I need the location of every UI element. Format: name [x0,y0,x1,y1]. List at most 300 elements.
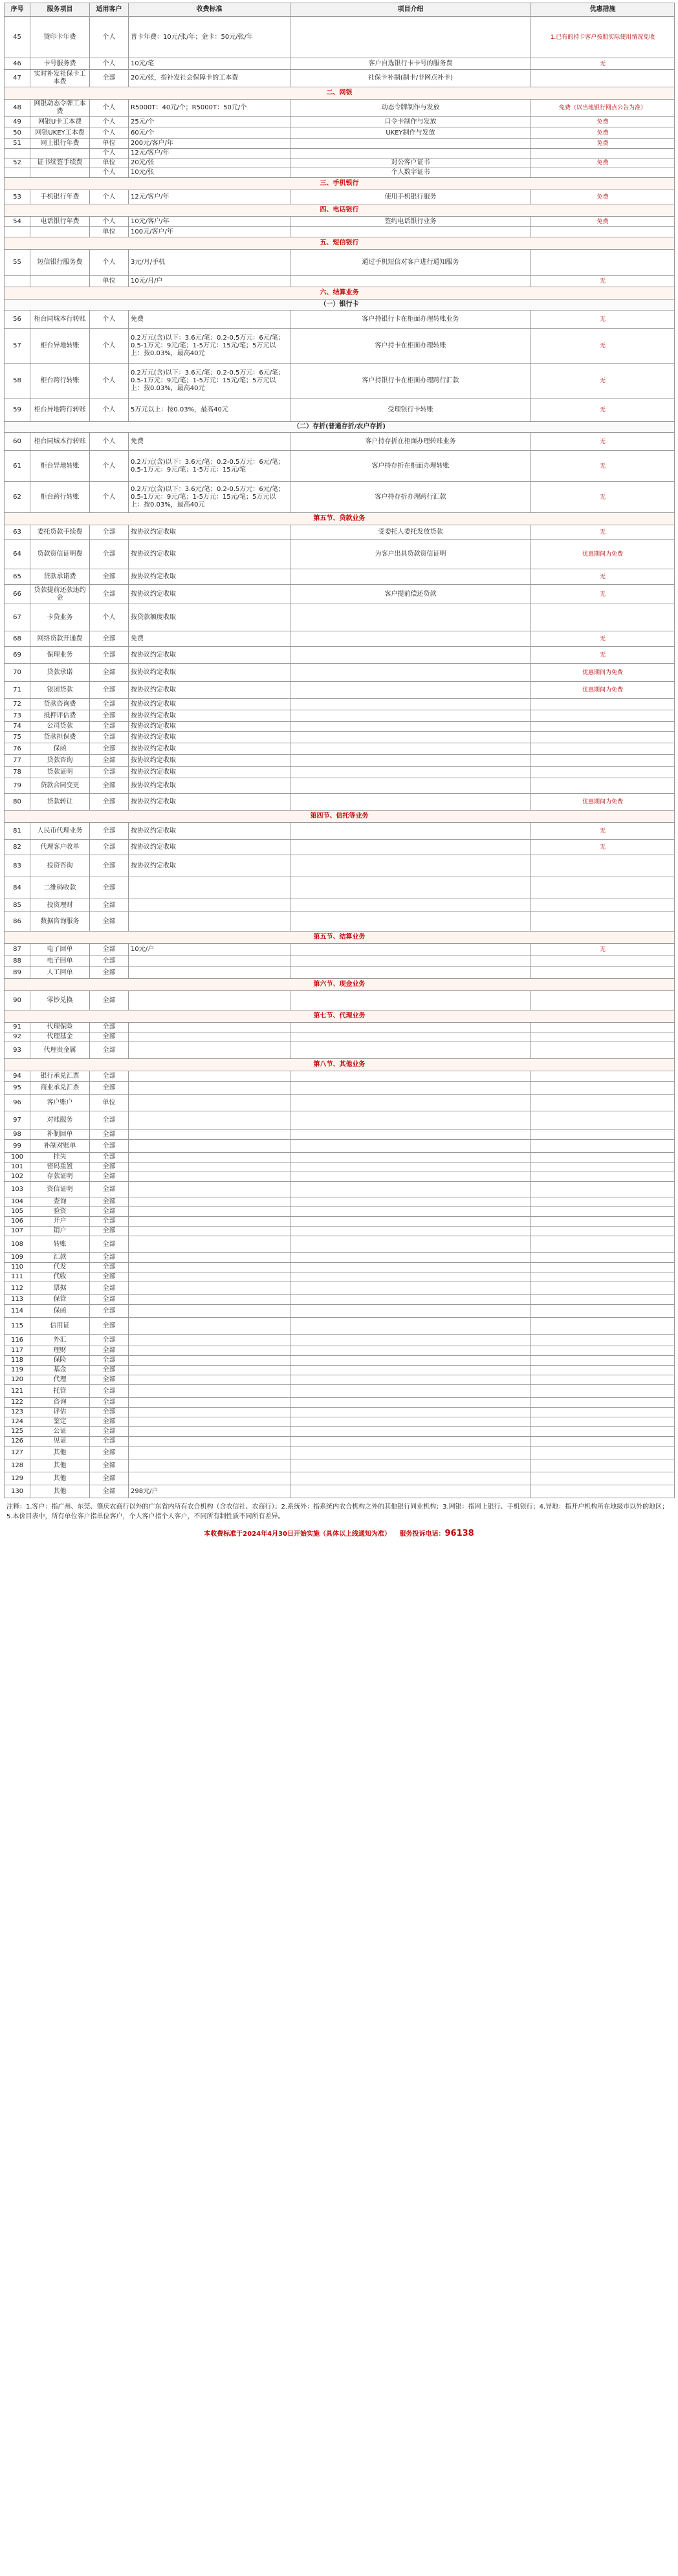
cell-service [290,743,531,755]
subsection-header [5,300,675,311]
cell-customer: 个人 [90,100,129,117]
cell-exempt [531,250,675,276]
cell-exempt: 无 [531,329,675,364]
table-row [5,1140,675,1153]
cell-name: 代理客户收单 [30,840,90,855]
cell-customer: 全部 [90,1236,129,1253]
cell-exempt [531,1217,675,1227]
table-row [5,1227,675,1236]
table-row [5,58,675,70]
cell-no: 117 [5,1346,30,1356]
table-row [5,710,675,722]
cell-service [290,1272,531,1282]
cell-customer: 全部 [90,585,129,604]
cell-no: 93 [5,1042,30,1059]
cell-exempt [531,1375,675,1385]
cell-fee [129,1182,290,1197]
table-row [5,1172,675,1182]
cell-no: 90 [5,991,30,1010]
cell-name: 客户账户 [30,1095,90,1111]
cell-no: 92 [5,1032,30,1042]
cell-service [290,682,531,699]
cell-name: 补制回单 [30,1130,90,1140]
table-row [5,1335,675,1346]
cell-service [290,569,531,585]
table-row [5,1217,675,1227]
cell-exempt [531,1197,675,1207]
cell-fee [129,899,290,912]
cell-name: 公司贷款 [30,722,90,732]
cell-no: 80 [5,794,30,811]
table-row [5,329,675,364]
cell-service: 签约电话银行业务 [290,217,531,227]
cell-exempt: 无 [531,482,675,513]
cell-name: 银行承兑汇票 [30,1071,90,1082]
cell-no: 76 [5,743,30,755]
cell-fee: 12元/客户/年 [129,149,290,158]
cell-customer: 全部 [90,1253,129,1263]
cell-customer: 全部 [90,1042,129,1059]
cell-customer: 全部 [90,1356,129,1366]
cell-exempt: 无 [531,631,675,647]
cell-fee: 按协议约定收取 [129,647,290,664]
cell-name: 保管 [30,1295,90,1305]
cell-fee [129,1253,290,1263]
subsection-header [5,422,675,433]
cell-service [290,1446,531,1459]
cell-service [290,767,531,778]
table-row [5,1082,675,1095]
cell-name: 电子回单 [30,955,90,967]
cell-no: 63 [5,525,30,540]
table-row [5,1346,675,1356]
cell-exempt: 优惠期间为免费 [531,682,675,699]
cell-service [290,1140,531,1153]
cell-exempt [531,1263,675,1272]
cell-fee: 3元/月/手机 [129,250,290,276]
cell-no: 55 [5,250,30,276]
cell-customer: 个人 [90,190,129,204]
header-no: 序号 [5,3,30,17]
cell-service [290,1253,531,1263]
cell-customer: 全部 [90,967,129,979]
cell-customer: 单位 [90,276,129,287]
cell-no: 95 [5,1082,30,1095]
cell-name: 实时补发社保卡工本费 [30,70,90,87]
section-header [5,87,675,100]
table-row [5,1253,675,1263]
cell-no: 59 [5,398,30,422]
table-row [5,1398,675,1408]
cell-name: 补制对账单 [30,1140,90,1153]
cell-no: 112 [5,1282,30,1295]
cell-fee [129,1263,290,1272]
table-row [5,1071,675,1082]
cell-customer: 全部 [90,1485,129,1498]
section-title: 第六节、现金业务 [5,979,675,991]
cell-exempt: 免费 [531,217,675,227]
cell-fee: R5000T：40元/个；R5000T：50元/个 [129,100,290,117]
cell-service [290,1437,531,1446]
cell-fee [129,1366,290,1375]
cell-name: 抵押评估费 [30,710,90,722]
cell-no: 114 [5,1305,30,1318]
table-row [5,722,675,732]
cell-fee [129,1207,290,1217]
cell-name: 代理贵金属 [30,1042,90,1059]
cell-exempt: 无 [531,433,675,451]
table-row [5,100,675,117]
cell-customer: 全部 [90,755,129,767]
cell-no: 116 [5,1335,30,1346]
cell-exempt [531,1032,675,1042]
cell-exempt [531,967,675,979]
cell-name: 贷款转让 [30,794,90,811]
cell-fee [129,1385,290,1398]
cell-exempt: 无 [531,840,675,855]
cell-customer: 单位 [90,1095,129,1111]
cell-customer: 全部 [90,1153,129,1162]
cell-name: 网上银行年费 [30,139,90,149]
cell-name: 理财 [30,1346,90,1356]
cell-exempt: 无 [531,276,675,287]
cell-name: 鉴定 [30,1417,90,1427]
cell-customer: 单位 [90,227,129,237]
cell-customer: 全部 [90,1366,129,1375]
table-row [5,967,675,979]
cell-service [290,664,531,682]
cell-service [290,1182,531,1197]
cell-customer: 全部 [90,1346,129,1356]
cell-name: 网银动态令牌工本费 [30,100,90,117]
cell-exempt [531,1485,675,1498]
cell-exempt [531,1417,675,1427]
section-title: 第四节、信托等业务 [5,811,675,823]
cell-service [290,955,531,967]
cell-service [290,1197,531,1207]
cell-service [290,1385,531,1398]
cell-no: 118 [5,1356,30,1366]
cell-exempt: 优惠期间为免费 [531,540,675,569]
cell-no: 91 [5,1023,30,1032]
cell-fee [129,1032,290,1042]
cell-fee: 按贷款额度收取 [129,604,290,631]
cell-fee: 按协议约定收取 [129,823,290,840]
cell-no: 121 [5,1385,30,1398]
cell-no: 130 [5,1485,30,1498]
cell-exempt: 优惠期间为免费 [531,664,675,682]
cell-name: 柜台异地跨行转账 [30,398,90,422]
cell-name: 基金 [30,1366,90,1375]
cell-fee: 按协议约定收取 [129,699,290,710]
cell-fee [129,912,290,932]
cell-name: 销户 [30,1227,90,1236]
table-row [5,1305,675,1318]
cell-exempt [531,149,675,158]
cell-no: 72 [5,699,30,710]
cell-customer: 个人 [90,364,129,398]
table-row [5,1356,675,1366]
cell-exempt: 1.已有的持卡客户按照实际使用情况免收 [531,17,675,58]
section-header [5,979,675,991]
cell-fee [129,1023,290,1032]
table-row [5,1207,675,1217]
cell-fee [129,1172,290,1182]
cell-customer: 全部 [90,1282,129,1295]
table-row [5,227,675,237]
table-row [5,1130,675,1140]
cell-customer: 全部 [90,1472,129,1485]
cell-customer: 全部 [90,991,129,1010]
cell-exempt [531,710,675,722]
cell-name: 二维码收款 [30,877,90,899]
cell-fee [129,1162,290,1172]
cell-exempt: 无 [531,58,675,70]
notes: 注释：1.客户：指广州、东莞、肇庆农商行以外的广东省内所有农合机构（含农信社、农商行）；2.系统外：指系统内农合机构之外的其他银行同业机构；3.网银：指网上银行、手机银行；4.异地：指开户机构所在地级市以外的地区；5.本价目表中，所有单位客户指单位客户，个人客户指个人客户，不同所有制性质不同所有差异。 [6,1503,669,1520]
cell-name: 零钞兑换 [30,991,90,1010]
cell-exempt [531,1305,675,1318]
table-row [5,823,675,840]
cell-service [290,732,531,743]
table-row [5,364,675,398]
table-row [5,1318,675,1335]
fee-table [4,3,675,1498]
cell-no: 56 [5,311,30,329]
cell-name: 对账服务 [30,1111,90,1130]
cell-fee [129,1111,290,1130]
footer-text: 本收费标准于2024年4月30日开始实施（具体以上线通知为准） [204,1531,391,1538]
cell-no: 46 [5,58,30,70]
cell-fee: 免费 [129,433,290,451]
cell-name: 保函 [30,743,90,755]
cell-no: 111 [5,1272,30,1282]
cell-exempt [531,1472,675,1485]
table-row [5,158,675,168]
cell-exempt [531,1042,675,1059]
cell-exempt [531,227,675,237]
cell-customer: 个人 [90,451,129,482]
cell-fee: 普卡年费：10元/张/年；金卡：50元/张/年 [129,17,290,58]
cell-customer: 全部 [90,794,129,811]
cell-no: 97 [5,1111,30,1130]
cell-customer: 全部 [90,1207,129,1217]
cell-name: 其他 [30,1459,90,1472]
cell-fee: 按协议约定收取 [129,794,290,811]
section-title: 五、短信银行 [5,237,675,250]
cell-customer: 全部 [90,1217,129,1227]
cell-customer: 个人 [90,149,129,158]
table-row [5,664,675,682]
cell-name: 烫印卡年费 [30,17,90,58]
cell-service [290,710,531,722]
cell-exempt [531,1253,675,1263]
table-row [5,70,675,87]
cell-customer: 个人 [90,604,129,631]
section-header [5,1059,675,1071]
cell-exempt [531,1095,675,1111]
cell-no: 100 [5,1153,30,1162]
cell-no: 54 [5,217,30,227]
cell-fee: 200元/客户/年 [129,139,290,149]
cell-exempt: 无 [531,398,675,422]
cell-service [290,1398,531,1408]
cell-exempt [531,1227,675,1236]
cell-exempt [531,1182,675,1197]
cell-name: 开户 [30,1217,90,1227]
cell-name: 评估 [30,1408,90,1417]
cell-customer: 全部 [90,569,129,585]
cell-exempt [531,722,675,732]
cell-exempt [531,1398,675,1408]
cell-no: 87 [5,944,30,955]
cell-fee [129,1459,290,1472]
section-header [5,237,675,250]
table-row [5,899,675,912]
cell-name: 信用证 [30,1318,90,1335]
section-title: 第八节、其他业务 [5,1059,675,1071]
table-row [5,1408,675,1417]
cell-service: 口令卡制作与发放 [290,117,531,127]
hotline-label: 服务投诉电话： [399,1531,445,1538]
cell-fee: 5万元以上：按0.03%，最高40元 [129,398,290,422]
cell-no: 85 [5,899,30,912]
cell-exempt [531,1356,675,1366]
cell-fee [129,1282,290,1295]
table-row [5,1427,675,1437]
cell-customer: 全部 [90,1197,129,1207]
table-row [5,482,675,513]
cell-name: 电话银行年费 [30,217,90,227]
cell-customer: 全部 [90,682,129,699]
cell-customer: 全部 [90,732,129,743]
cell-service: 客户持存折办理跨行汇款 [290,482,531,513]
cell-service: 个人数字证书 [290,168,531,178]
cell-exempt [531,743,675,755]
cell-no: 52 [5,158,30,168]
cell-exempt [531,1272,675,1282]
cell-name: 柜台跨行转账 [30,364,90,398]
section-title: （一）银行卡 [5,300,675,311]
cell-customer: 个人 [90,433,129,451]
cell-no: 105 [5,1207,30,1217]
section-header [5,932,675,944]
cell-no: 115 [5,1318,30,1335]
table-row [5,1375,675,1385]
cell-service [290,699,531,710]
cell-exempt: 优惠期间为免费 [531,794,675,811]
cell-service [290,967,531,979]
cell-fee [129,1398,290,1408]
cell-fee [129,1346,290,1356]
section-header [5,178,675,190]
table-row [5,1236,675,1253]
cell-name: 转账 [30,1236,90,1253]
cell-exempt [531,1282,675,1295]
cell-exempt: 无 [531,364,675,398]
cell-exempt [531,955,675,967]
cell-customer: 全部 [90,823,129,840]
table-row [5,1095,675,1111]
table-row [5,1437,675,1446]
cell-fee: 0.2万元(含)以下：3.6元/笔；0.2-0.5万元：6元/笔；0.5-1万元：9元/笔；1-5万元：15元/笔；5万元以上：按0.03%，最高40元 [129,482,290,513]
cell-fee [129,1095,290,1111]
cell-no: 70 [5,664,30,682]
cell-customer: 个人 [90,17,129,58]
cell-exempt: 免费 [531,127,675,139]
cell-customer: 个人 [90,398,129,422]
table-row [5,743,675,755]
cell-fee: 298元/户 [129,1485,290,1498]
table-row [5,139,675,149]
cell-no: 74 [5,722,30,732]
cell-customer: 全部 [90,699,129,710]
cell-fee: 按协议约定收取 [129,710,290,722]
cell-fee: 20元/张，指补发社会保障卡的工本费 [129,70,290,87]
cell-customer: 全部 [90,631,129,647]
cell-exempt: 无 [531,585,675,604]
cell-no: 110 [5,1263,30,1272]
cell-no: 58 [5,364,30,398]
cell-no: 113 [5,1295,30,1305]
cell-customer: 单位 [90,139,129,149]
cell-service [290,794,531,811]
cell-name: 人民币代理业务 [30,823,90,840]
cell-name: 贷款承诺费 [30,569,90,585]
cell-exempt: 免费（以当地银行网点公告为准） [531,100,675,117]
cell-service [290,1217,531,1227]
cell-customer: 全部 [90,1140,129,1153]
cell-service: 为客户出具贷款资信证明 [290,540,531,569]
cell-customer: 全部 [90,855,129,877]
cell-customer: 全部 [90,1375,129,1385]
cell-customer: 全部 [90,1318,129,1335]
cell-name: 卡贷业务 [30,604,90,631]
cell-exempt: 无 [531,451,675,482]
cell-name: 保函 [30,1305,90,1318]
cell-service [290,1042,531,1059]
cell-fee: 10元/客户/年 [129,217,290,227]
cell-exempt [531,1437,675,1446]
cell-customer: 全部 [90,1295,129,1305]
cell-name: 存款证明 [30,1172,90,1182]
cell-service [290,1130,531,1140]
cell-no: 81 [5,823,30,840]
cell-exempt [531,1346,675,1356]
cell-service [290,631,531,647]
cell-fee: 10元/户 [129,944,290,955]
cell-customer: 个人 [90,168,129,178]
cell-fee: 20元/张 [129,158,290,168]
cell-no: 127 [5,1446,30,1459]
cell-no: 51 [5,139,30,149]
cell-exempt: 无 [531,647,675,664]
cell-service [290,1427,531,1437]
cell-exempt [531,755,675,767]
cell-service: 客户持存折在柜面办理转账业务 [290,433,531,451]
cell-name: 咨询 [30,1398,90,1408]
section-header [5,1010,675,1023]
cell-fee: 按协议约定收取 [129,722,290,732]
cell-service [290,1408,531,1417]
table-row [5,1446,675,1459]
cell-no: 57 [5,329,30,364]
cell-customer: 全部 [90,525,129,540]
cell-name: 卡号服务费 [30,58,90,70]
fee-table-body [5,17,675,1498]
cell-name: 委托贷款手续费 [30,525,90,540]
cell-name: 见证 [30,1437,90,1446]
cell-customer: 单位 [90,158,129,168]
